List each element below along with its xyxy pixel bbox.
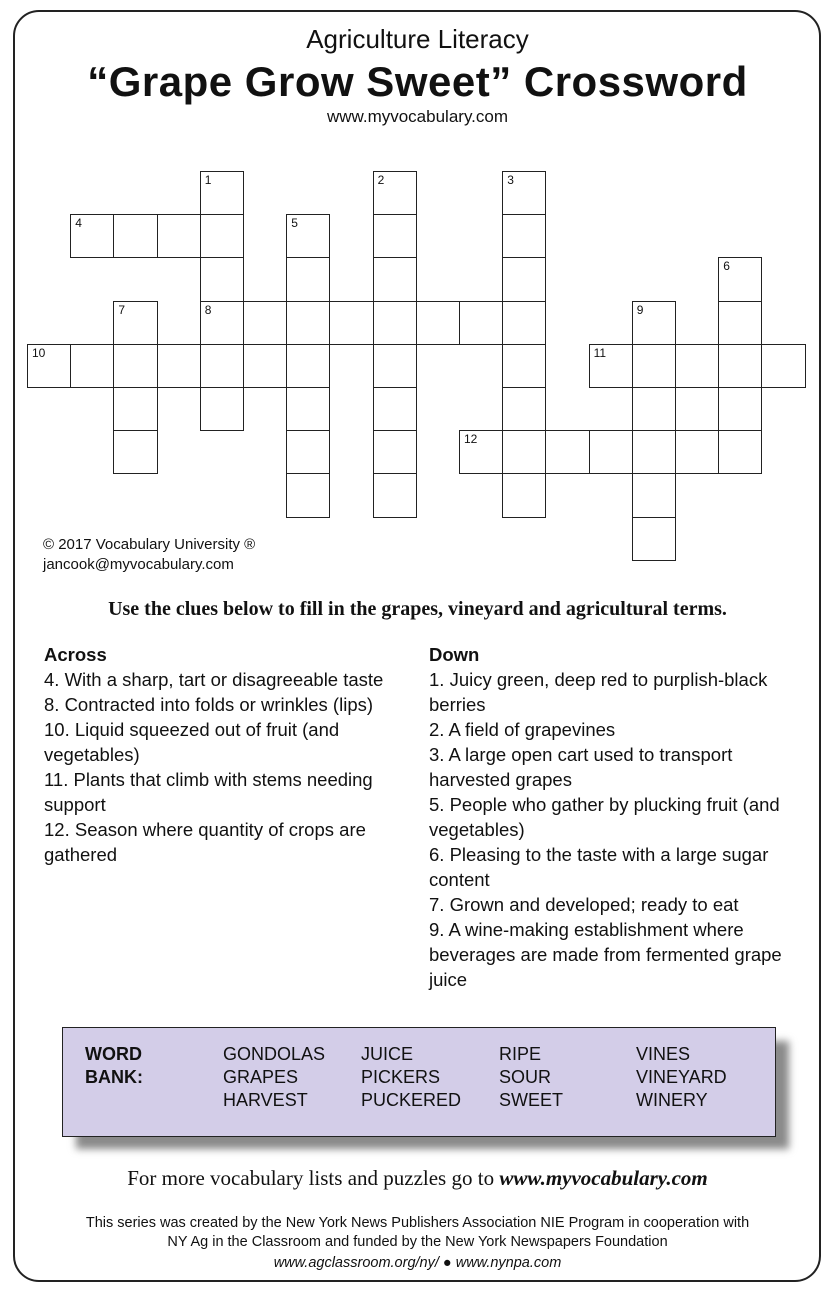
crossword-cell[interactable] (502, 171, 546, 215)
crossword-cell[interactable] (589, 344, 633, 388)
clue-down-7: 7. Grown and developed; ready to eat (429, 894, 739, 915)
crossword-cell[interactable] (200, 257, 244, 301)
crossword-cell[interactable] (200, 171, 244, 215)
clue-number: 4 (75, 216, 82, 231)
footer-links (0, 1255, 835, 1271)
clue-number: 2 (377, 173, 385, 187)
word-bank-column (499, 1043, 563, 1112)
crossword-cell[interactable] (373, 301, 417, 345)
word-bank-word: PICKERS (361, 1067, 441, 1087)
crossword-cell[interactable] (243, 301, 287, 345)
across-clues (44, 642, 389, 867)
crossword-cell[interactable] (373, 344, 417, 388)
crossword-cell[interactable] (632, 430, 676, 474)
crossword-cell[interactable] (675, 430, 719, 474)
page-title: “Grape Grow Sweet” Crossword (87, 58, 748, 105)
word-bank-word: SOUR (499, 1067, 552, 1087)
instructions: Use the clues below to fill in the grapes, vineyard and agricultural terms. (108, 598, 727, 620)
clue-across-11: 11. Plants that climb with stems needing support (44, 769, 373, 815)
crossword-cell[interactable] (632, 517, 676, 561)
footer-more-line (0, 1166, 835, 1191)
clue-number: 10 (32, 345, 46, 360)
clue-across-10: 10. Liquid squeezed out of fruit (and vegetables) (44, 719, 340, 765)
crossword-cell[interactable] (286, 473, 330, 517)
bullet-separator: ● (442, 1255, 452, 1271)
crossword-cell[interactable] (718, 387, 762, 431)
clue-number: 9 (636, 302, 644, 317)
down-heading: Down (429, 644, 480, 665)
clue-across-12: 12. Season where quantity of crops are gathered (44, 819, 366, 865)
crossword-cell[interactable] (286, 344, 330, 388)
crossword-cell[interactable] (286, 387, 330, 431)
word-bank-word: VINEYARD (636, 1067, 727, 1087)
crossword-cell[interactable] (286, 214, 330, 258)
credit-line: NY Ag in the Classroom and funded by the New York Newspapers Foundation (167, 1234, 668, 1250)
crossword-cell[interactable] (718, 301, 762, 345)
word-bank-word: SWEET (499, 1090, 564, 1110)
crossword-cell[interactable] (373, 171, 417, 215)
word-bank-word: VINES (636, 1044, 691, 1064)
clue-number: 3 (507, 173, 514, 187)
clue-down-3: 3. A large open cart used to transport harvested grapes (429, 744, 733, 790)
word-bank-word: GONDOLAS (223, 1044, 326, 1064)
clue-down-5: 5. People who gather by plucking fruit (and vegetables) (429, 794, 780, 840)
crossword-cell[interactable] (286, 430, 330, 474)
crossword-cell[interactable] (502, 214, 546, 258)
word-bank-label-line: BANK: (85, 1067, 143, 1087)
crossword-cell[interactable] (200, 301, 244, 345)
crossword-cell[interactable] (200, 387, 244, 431)
crossword-cell[interactable] (718, 344, 762, 388)
clue-down-2: 2. A field of grapevines (429, 719, 616, 740)
crossword-cell[interactable] (416, 301, 460, 345)
clue-number: 6 (723, 259, 730, 274)
crossword-cell[interactable] (27, 344, 71, 388)
down-clues (429, 642, 799, 992)
across-heading: Across (44, 644, 107, 665)
crossword-cell[interactable] (373, 430, 417, 474)
credit-block (0, 1214, 835, 1252)
crossword-cell[interactable] (70, 214, 114, 258)
word-bank-word: GRAPES (223, 1067, 299, 1087)
crossword-cell[interactable] (286, 257, 330, 301)
agclassroom-link[interactable]: www.agclassroom.org/ny/ (273, 1255, 439, 1271)
crossword-cell[interactable] (502, 387, 546, 431)
crossword-cell[interactable] (502, 473, 546, 517)
clue-across-4: 4. With a sharp, tart or disagreeable taste (44, 669, 384, 690)
crossword-cell[interactable] (502, 257, 546, 301)
copyright-block (43, 535, 255, 575)
crossword-cell[interactable] (373, 257, 417, 301)
nynpa-link[interactable]: www.nynpa.com (455, 1255, 562, 1271)
word-bank-column (636, 1043, 727, 1112)
crossword-cell[interactable] (718, 257, 762, 301)
crossword-cell[interactable] (718, 430, 762, 474)
clue-number: 11 (593, 345, 607, 360)
word-bank-column (223, 1043, 325, 1112)
copyright-line: © 2017 Vocabulary University ® (43, 536, 256, 553)
crossword-cell[interactable] (459, 430, 503, 474)
crossword-cell[interactable] (286, 301, 330, 345)
crossword-cell[interactable] (545, 430, 589, 474)
crossword-cell[interactable] (373, 214, 417, 258)
word-bank-word: PUCKERED (361, 1090, 462, 1110)
crossword-cell[interactable] (675, 344, 719, 388)
contact-email: jancook@myvocabulary.com (43, 556, 234, 573)
word-bank-label (85, 1043, 143, 1089)
crossword-cell[interactable] (459, 301, 503, 345)
site-url: www.myvocabulary.com (326, 107, 509, 126)
clue-down-9: 9. A wine-making establishment where beverages are made from fermented grape juice (429, 919, 782, 990)
crossword-cell[interactable] (373, 387, 417, 431)
credit-line: This series was created by the New York News Publishers Association NIE Program in cooperation with (85, 1215, 750, 1231)
clue-down-1: 1. Juicy green, deep red to purplish-black berries (429, 669, 768, 715)
crossword-cell[interactable] (761, 344, 805, 388)
clue-down-6: 6. Pleasing to the taste with a large sugar content (429, 844, 769, 890)
word-bank (62, 1027, 776, 1137)
word-bank-word: WINERY (636, 1090, 708, 1110)
crossword-cell[interactable] (632, 473, 676, 517)
crossword-cell[interactable] (200, 214, 244, 258)
crossword-cell[interactable] (632, 387, 676, 431)
crossword-cell[interactable] (113, 301, 157, 345)
clue-number: 8 (204, 302, 212, 317)
word-bank-label-line: WORD (85, 1044, 142, 1064)
crossword-cell[interactable] (113, 387, 157, 431)
crossword-cell[interactable] (113, 430, 157, 474)
word-bank-column (361, 1043, 461, 1112)
word-bank-word: RIPE (499, 1044, 542, 1064)
crossword-cell[interactable] (113, 344, 157, 388)
crossword-cell[interactable] (373, 473, 417, 517)
crossword-cell[interactable] (502, 301, 546, 345)
footer-site-link[interactable]: www.myvocabulary.com (499, 1166, 708, 1190)
clue-number: 7 (118, 302, 126, 317)
crossword-cell[interactable] (502, 430, 546, 474)
crossword-cell[interactable] (157, 344, 201, 388)
crossword-cell[interactable] (632, 301, 676, 345)
crossword-cell[interactable] (157, 214, 201, 258)
crossword-cell[interactable] (113, 214, 157, 258)
footer-more-text: For more vocabulary lists and puzzles go to (127, 1166, 500, 1190)
clue-number: 5 (291, 216, 298, 231)
clue-number: 12 (464, 432, 478, 447)
word-bank-word: JUICE (361, 1044, 414, 1064)
clue-across-8: 8. Contracted into folds or wrinkles (lips) (44, 694, 374, 715)
crossword-cell[interactable] (329, 301, 373, 345)
crossword-cell[interactable] (502, 344, 546, 388)
crossword-cell[interactable] (200, 344, 244, 388)
crossword-cell[interactable] (589, 430, 633, 474)
crossword-cell[interactable] (632, 344, 676, 388)
crossword-cell[interactable] (70, 344, 114, 388)
word-bank-word: HARVEST (223, 1090, 308, 1110)
crossword-cell[interactable] (243, 344, 287, 388)
clue-number: 1 (204, 173, 212, 187)
series-label: Agriculture Literacy (306, 24, 529, 54)
